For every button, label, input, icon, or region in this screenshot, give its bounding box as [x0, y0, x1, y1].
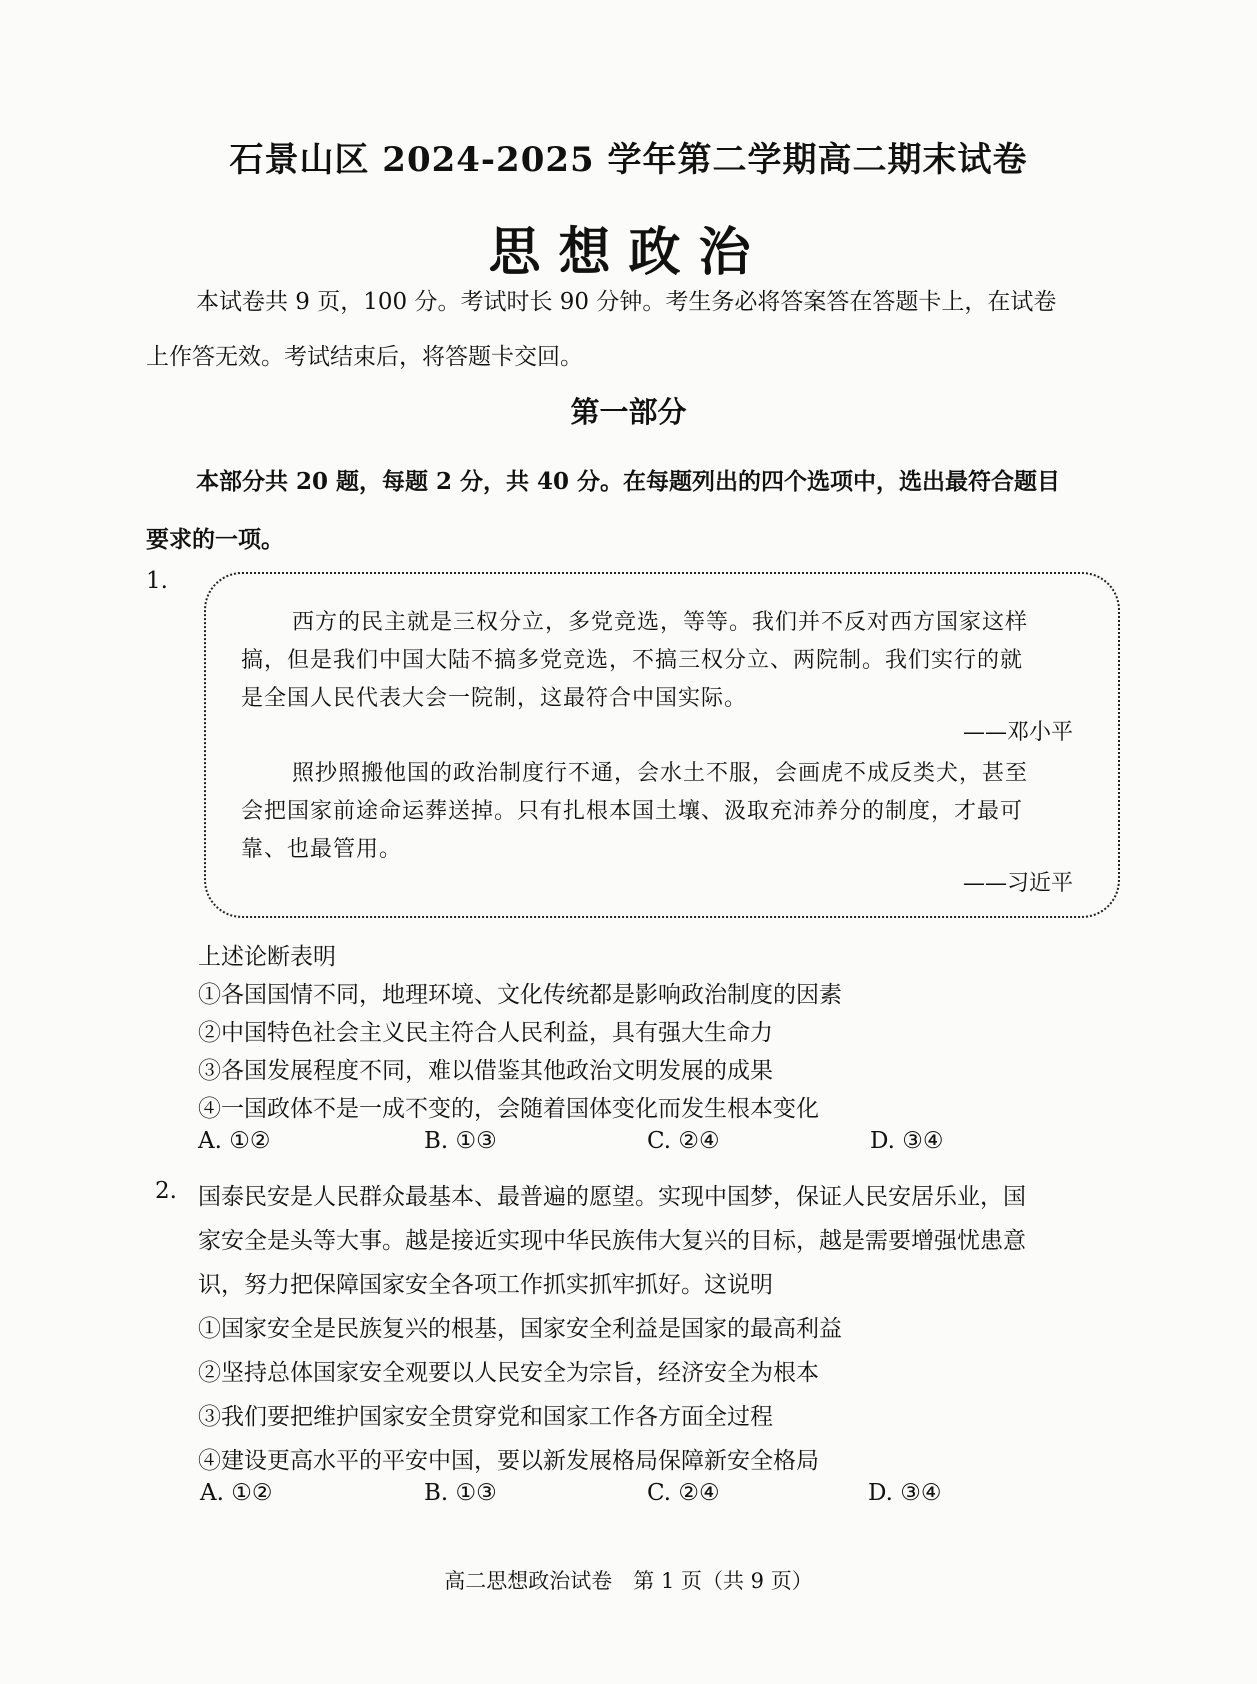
part-instruction-line-2: 要求的一项。 — [146, 526, 284, 553]
q1-quote2-line: 靠、也最管用。 — [241, 837, 403, 862]
q1-quote2-line: 会把国家前途命运葬送掉。只有扎根本国土壤、汲取充沛养分的制度，才最可 — [241, 799, 1024, 824]
q1-option-c: C. ②④ — [647, 1128, 720, 1154]
q2-stem-line: 国泰民安是人民群众最基本、最普遍的愿望。实现中国梦，保证人民安居乐业，国 — [198, 1184, 1026, 1210]
q1-statement: ①各国国情不同，地理环境、文化传统都是影响政治制度的因素 — [198, 982, 842, 1008]
q1-quote2-source: ——习近平 — [963, 871, 1074, 896]
q2-number: 2. — [155, 1178, 177, 1204]
q2-statement: ④建设更高水平的平安中国，要以新发展格局保障新安全格局 — [198, 1448, 819, 1474]
q2-statement: ②坚持总体国家安全观要以人民安全为宗旨，经济安全为根本 — [198, 1360, 819, 1386]
q1-statement: ④一国政体不是一成不变的，会随着国体变化而发生根本变化 — [198, 1096, 819, 1122]
q2-statement: ③我们要把维护国家安全贯穿党和国家工作各方面全过程 — [198, 1404, 773, 1430]
q2-stem-line: 识，努力把保障国家安全各项工作抓实抓牢抓好。这说明 — [198, 1272, 773, 1298]
subject-title: 思想政治 — [488, 222, 769, 283]
q1-quote2-line: 照抄照搬他国的政治制度行不通，会水土不服，会画虎不成反类犬，甚至 — [292, 761, 1029, 786]
q1-quote1-line: 是全国人民代表大会一院制，这最符合中国实际。 — [241, 686, 748, 711]
q1-statement: ③各国发展程度不同，难以借鉴其他政治文明发展的成果 — [198, 1058, 773, 1084]
q1-quote1-source: ——邓小平 — [963, 720, 1074, 745]
q1-option-b: B. ①③ — [424, 1128, 497, 1154]
q2-option-b: B. ①③ — [424, 1480, 497, 1506]
page-footer: 高二思想政治试卷 第 1 页（共 9 页） — [444, 1569, 813, 1593]
q1-option-a: A. ①② — [198, 1128, 271, 1154]
q1-stem: 上述论断表明 — [198, 944, 336, 970]
part-instruction-line-1: 本部分共 20 题，每题 2 分，共 40 分。在每题列出的四个选项中，选出最符合题目 — [196, 468, 1061, 495]
exam-title: 石景山区 2024-2025 学年第二学期高二期末试卷 — [229, 140, 1028, 180]
intro-line-1: 本试卷共 9 页，100 分。考试时长 90 分钟。考生务必将答案答在答题卡上，在试卷 — [196, 289, 1057, 315]
q1-option-d: D. ③④ — [870, 1128, 944, 1154]
q1-statement: ②中国特色社会主义民主符合人民利益，具有强大生命力 — [198, 1020, 773, 1046]
part-heading: 第一部分 — [570, 395, 687, 429]
q1-quote1-line: 搞，但是我们中国大陆不搞多党竞选，不搞三权分立、两院制。我们实行的就 — [241, 648, 1024, 673]
q2-option-c: C. ②④ — [647, 1480, 720, 1506]
q1-quote1-line: 西方的民主就是三权分立，多党竞选，等等。我们并不反对西方国家这样 — [292, 610, 1029, 635]
q1-number: 1. — [146, 568, 168, 594]
intro-line-2: 上作答无效。考试结束后，将答题卡交回。 — [146, 344, 583, 370]
q2-statement: ①国家安全是民族复兴的根基，国家安全利益是国家的最高利益 — [198, 1316, 842, 1342]
q2-option-d: D. ③④ — [868, 1480, 942, 1506]
q2-option-a: A. ①② — [200, 1480, 273, 1506]
q2-stem-line: 家安全是头等大事。越是接近实现中华民族伟大复兴的目标，越是需要增强忧患意 — [198, 1228, 1026, 1254]
